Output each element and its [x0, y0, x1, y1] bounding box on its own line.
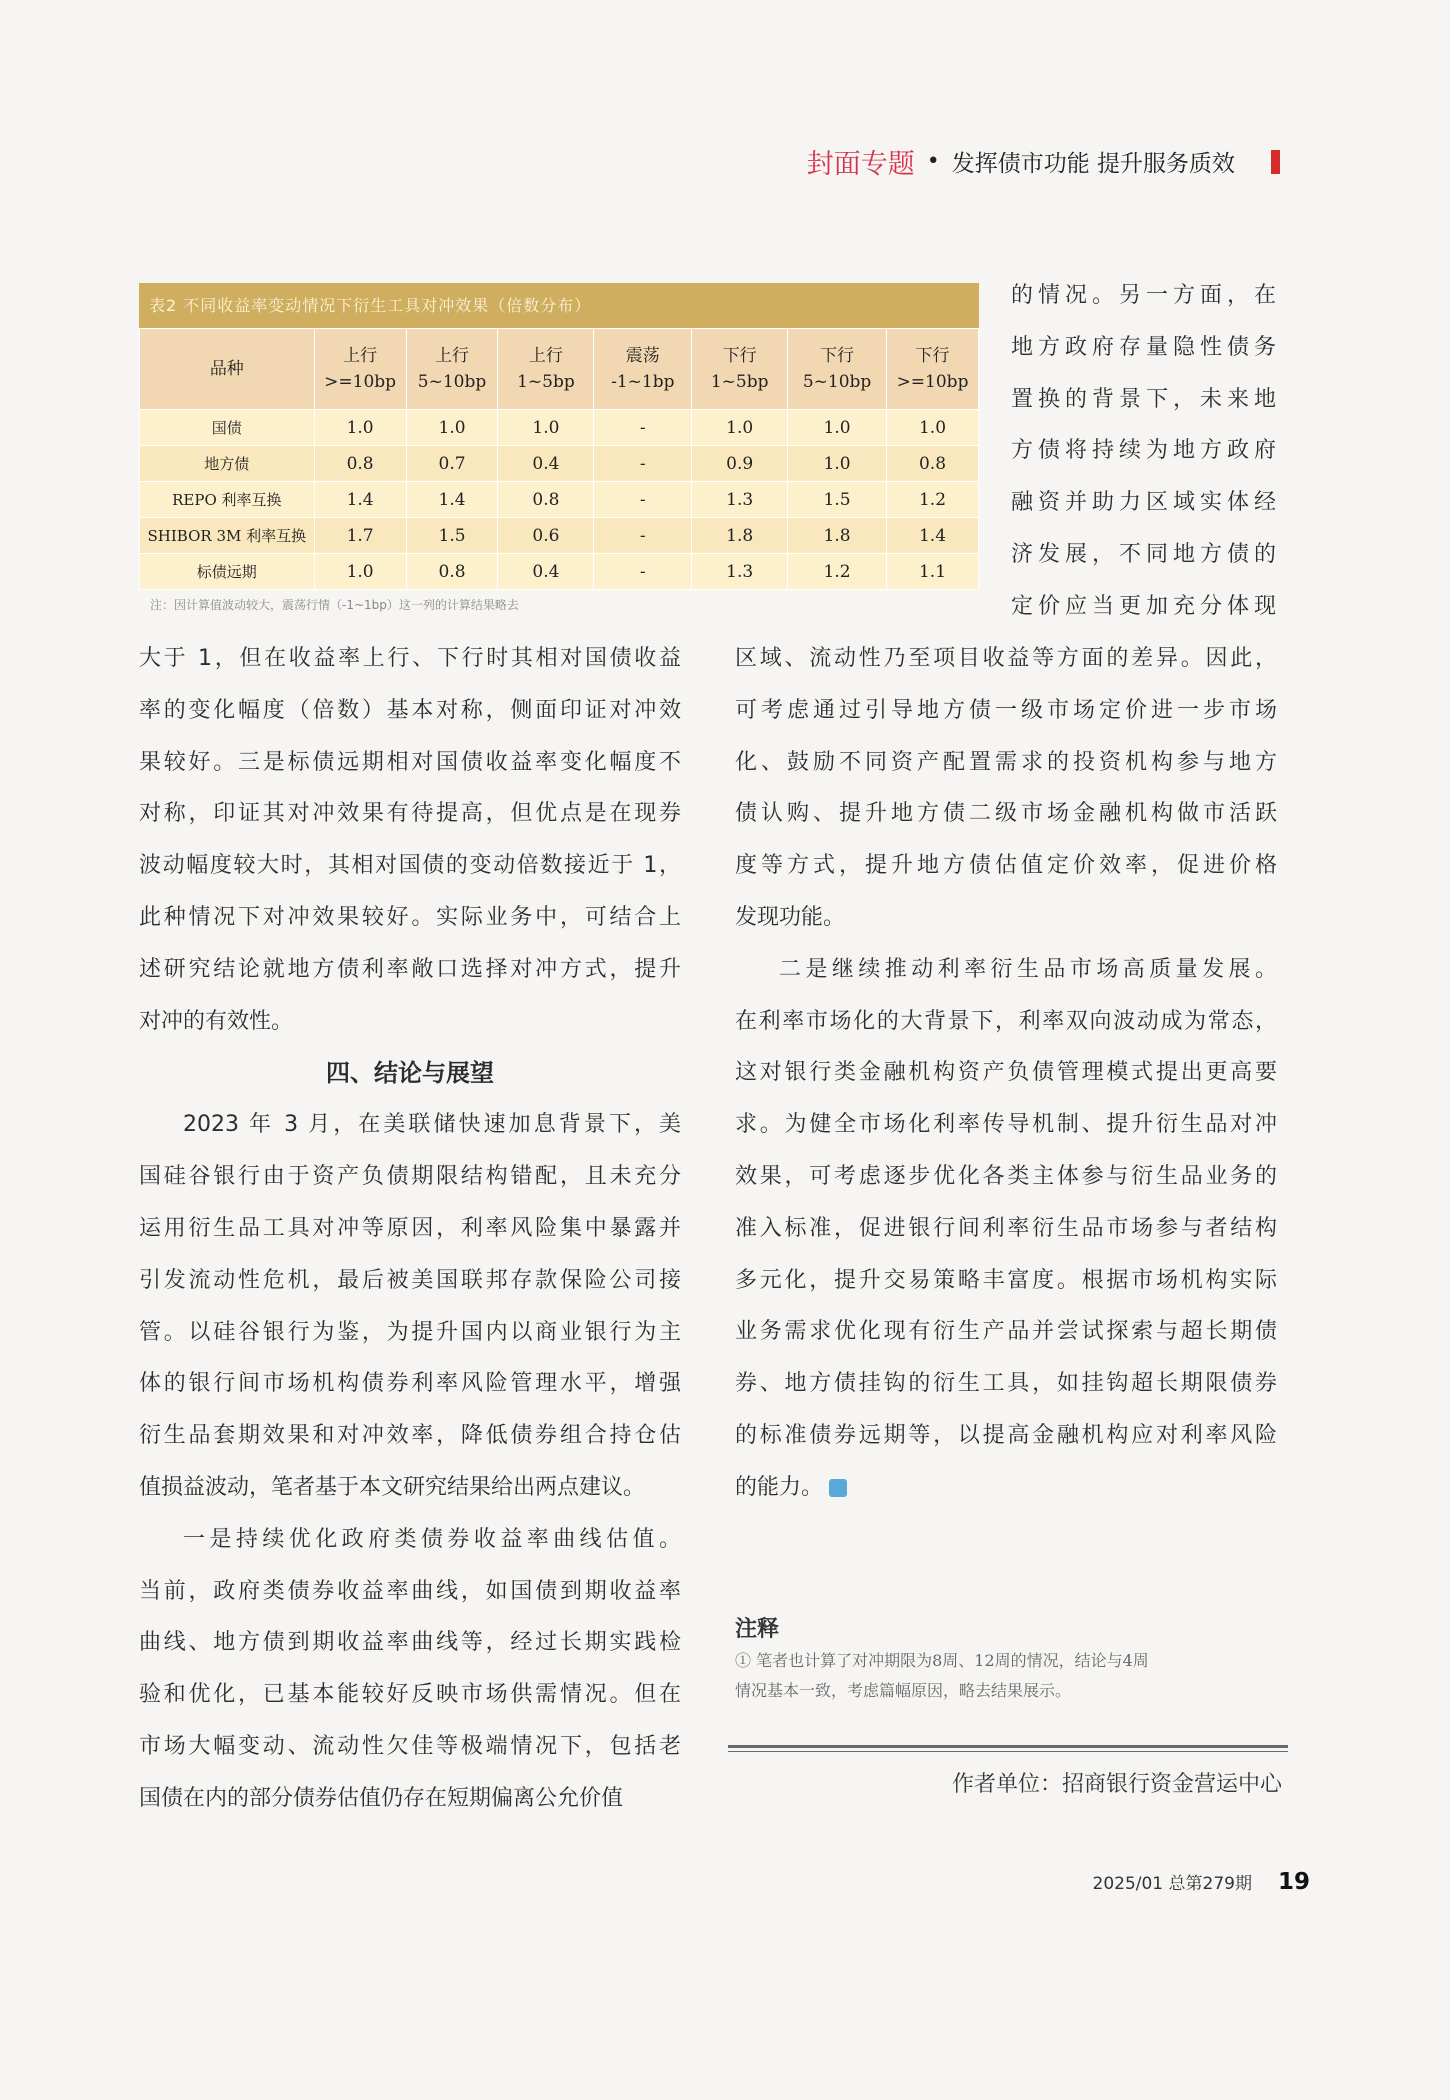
table-cell: 1.1 [887, 554, 979, 590]
divider [728, 1751, 1288, 1752]
right-column-top [1011, 270, 1276, 633]
table-cell: - [594, 482, 692, 518]
divider [728, 1745, 1288, 1748]
table-cell: 1.2 [788, 554, 887, 590]
author-affiliation: 作者单位：招商银行资金营运中心 [951, 1772, 1282, 1797]
paragraph: 2023 年 3 月，在美联储快速加息背景下，美 国硅谷银行由于资产负债期限结构错配，且未充分 运用衍生品工具对冲等原因，利率风险集中暴露并 引发流动性危机，最后被美国联邦存款保险公司接 管。以硅谷银行为鉴，为提升国内以商业银行为主 体的银行间市场机构债券利率风险管理水平，增强 衍生品套期效果和对冲效率，降低债券组合持仓估 值损益波动，笔者基于本文研究结果给出两点建议。 [139, 1112, 681, 1500]
table-cell: 国债 [140, 410, 315, 446]
table-cell: 标债远期 [140, 554, 315, 590]
notes-body: ① 笔者也计算了对冲期限为8周、12周的情况，结论与4周 情况基本一致，考虑篇幅原因，略去结果展示。 [735, 1651, 1149, 1700]
table-header-cell: 下行 1~5bp [692, 329, 788, 410]
table-cell: 1.0 [314, 554, 406, 590]
table-cell: - [594, 518, 692, 554]
table-cell: 1.0 [314, 410, 406, 446]
table-cell: 1.5 [406, 518, 498, 554]
end-mark-icon [829, 1479, 847, 1497]
table-cell: 1.8 [692, 518, 788, 554]
table-cell: 1.4 [406, 482, 498, 518]
table-header-cell: 下行 5~10bp [788, 329, 887, 410]
table-header-cell: 上行 >=10bp [314, 329, 406, 410]
table-cell: 1.5 [788, 482, 887, 518]
table-header-cell: 上行 1~5bp [498, 329, 594, 410]
header-separator: • [926, 149, 940, 174]
table-cell: 0.4 [498, 446, 594, 482]
table-row [140, 518, 979, 554]
table-row [140, 554, 979, 590]
table-cell: 1.0 [692, 410, 788, 446]
table-header-cell: 上行 5~10bp [406, 329, 498, 410]
issue-info: 2025/01 总第279期 [1092, 1874, 1252, 1894]
table-header-cell: 震荡 -1~1bp [594, 329, 692, 410]
footer [1093, 1869, 1311, 1895]
paragraph: 区域、流动性乃至项目收益等方面的差异。因此， 可考虑通过引导地方债一级市场定价进一步市场 化、鼓励不同资产配置需求的投资机构参与地方 债认购、提升地方债二级市场金融机构做市活跃 度等方式，提升地方债估值定价效率，促进价格 发现功能。 [735, 646, 1277, 930]
table-cell: REPO 利率互换 [140, 482, 315, 518]
paragraph: 的情况。另一方面，在 地方政府存量隐性债务 置换的背景下，未来地 方债将持续为地方政府 融资并助力区域实体经 济发展，不同地方债的 定价应当更加充分体现 [1011, 283, 1276, 619]
table-cell: 0.8 [887, 446, 979, 482]
table-cell: 1.0 [788, 410, 887, 446]
right-column [735, 633, 1277, 1514]
table-cell: 1.3 [692, 554, 788, 590]
notes-title: 注释 [735, 1617, 780, 1642]
table-cell: 0.8 [406, 554, 498, 590]
table-cell: 0.8 [498, 482, 594, 518]
table-cell: 1.7 [314, 518, 406, 554]
table-row [140, 446, 979, 482]
table-cell: 0.6 [498, 518, 594, 554]
table-cell: - [594, 410, 692, 446]
paragraph: 大于 1，但在收益率上行、下行时其相对国债收益 率的变化幅度（倍数）基本对称，侧面印证对冲效 果较好。三是标债远期相对国债收益率变化幅度不 对称，印证其对冲效果有待提高，但优点是在现券 波动幅度较大时，其相对国债的变动倍数接近于 1， 此种情况下对冲效果较好。实际业务中，可结合上 述研究结论就地方债利率敞口选择对冲方式，提升 对冲的有效性。 [139, 646, 681, 1034]
table-header-cell: 品种 [140, 329, 315, 410]
table-cell: 1.4 [314, 482, 406, 518]
table-cell: 0.8 [314, 446, 406, 482]
table-header-row [140, 329, 979, 410]
table-cell: 0.7 [406, 446, 498, 482]
header-title: 发挥债市功能 提升服务质效 [951, 151, 1235, 177]
paragraph: 一是持续优化政府类债券收益率曲线估值。 当前，政府类债券收益率曲线，如国债到期收益率 曲线、地方债到期收益率曲线等，经过长期实践检 验和优化，已基本能较好反映市场供需情况。但在 市场大幅变动、流动性欠佳等极端情况下，包括老 国债在内的部分债券估值仍存在短期偏离公允价值 [139, 1526, 681, 1811]
page-number: 19 [1277, 1869, 1310, 1895]
table-cell: 0.4 [498, 554, 594, 590]
table-cell: - [594, 446, 692, 482]
table-cell: SHIBOR 3M 利率互换 [140, 518, 315, 554]
left-column [139, 633, 681, 1825]
table-cell: 1.0 [498, 410, 594, 446]
table-cell: - [594, 554, 692, 590]
header-color-mark [1271, 150, 1280, 174]
table-cell: 1.8 [788, 518, 887, 554]
table-cell: 1.4 [887, 518, 979, 554]
paragraph: 二是继续推动利率衍生品市场高质量发展。 在利率市场化的大背景下，利率双向波动成为常态， 这对银行类金融机构资产负债管理模式提出更高要 求。为健全市场化利率传导机制、提升衍生品对冲 效果，可考虑逐步优化各类主体参与衍生品业务的 准入标准，促进银行间利率衍生品市场参与者结构 多元化，提升交易策略丰富度。根据市场机构实际 业务需求优化现有衍生产品并尝试探索与超长期债 券、地方债挂钩的衍生工具，如挂钩超长期限债券 的标准债券远期等，以提高金融机构应对利率风险 的能力。 [735, 956, 1277, 1500]
table-cell: 1.0 [788, 446, 887, 482]
section-label: 封面专题 [806, 149, 915, 180]
table-cell: 1.0 [887, 410, 979, 446]
table-header-cell: 下行 >=10bp [887, 329, 979, 410]
running-header [807, 142, 1280, 181]
table-note: 注：因计算值波动较大，震荡行情（-1~1bp）这一列的计算结果略去 [150, 598, 519, 612]
table-row [140, 482, 979, 518]
table-cell: 0.9 [692, 446, 788, 482]
table-cell: 1.2 [887, 482, 979, 518]
table-cell: 1.3 [692, 482, 788, 518]
data-table [139, 283, 979, 590]
table-row [140, 410, 979, 446]
table-cell: 地方债 [140, 446, 315, 482]
table-caption: 表2 不同收益率变动情况下衍生工具对冲效果（倍数分布） [139, 283, 979, 328]
table-cell: 1.0 [406, 410, 498, 446]
section-heading: 四、结论与展望 [326, 1059, 494, 1088]
